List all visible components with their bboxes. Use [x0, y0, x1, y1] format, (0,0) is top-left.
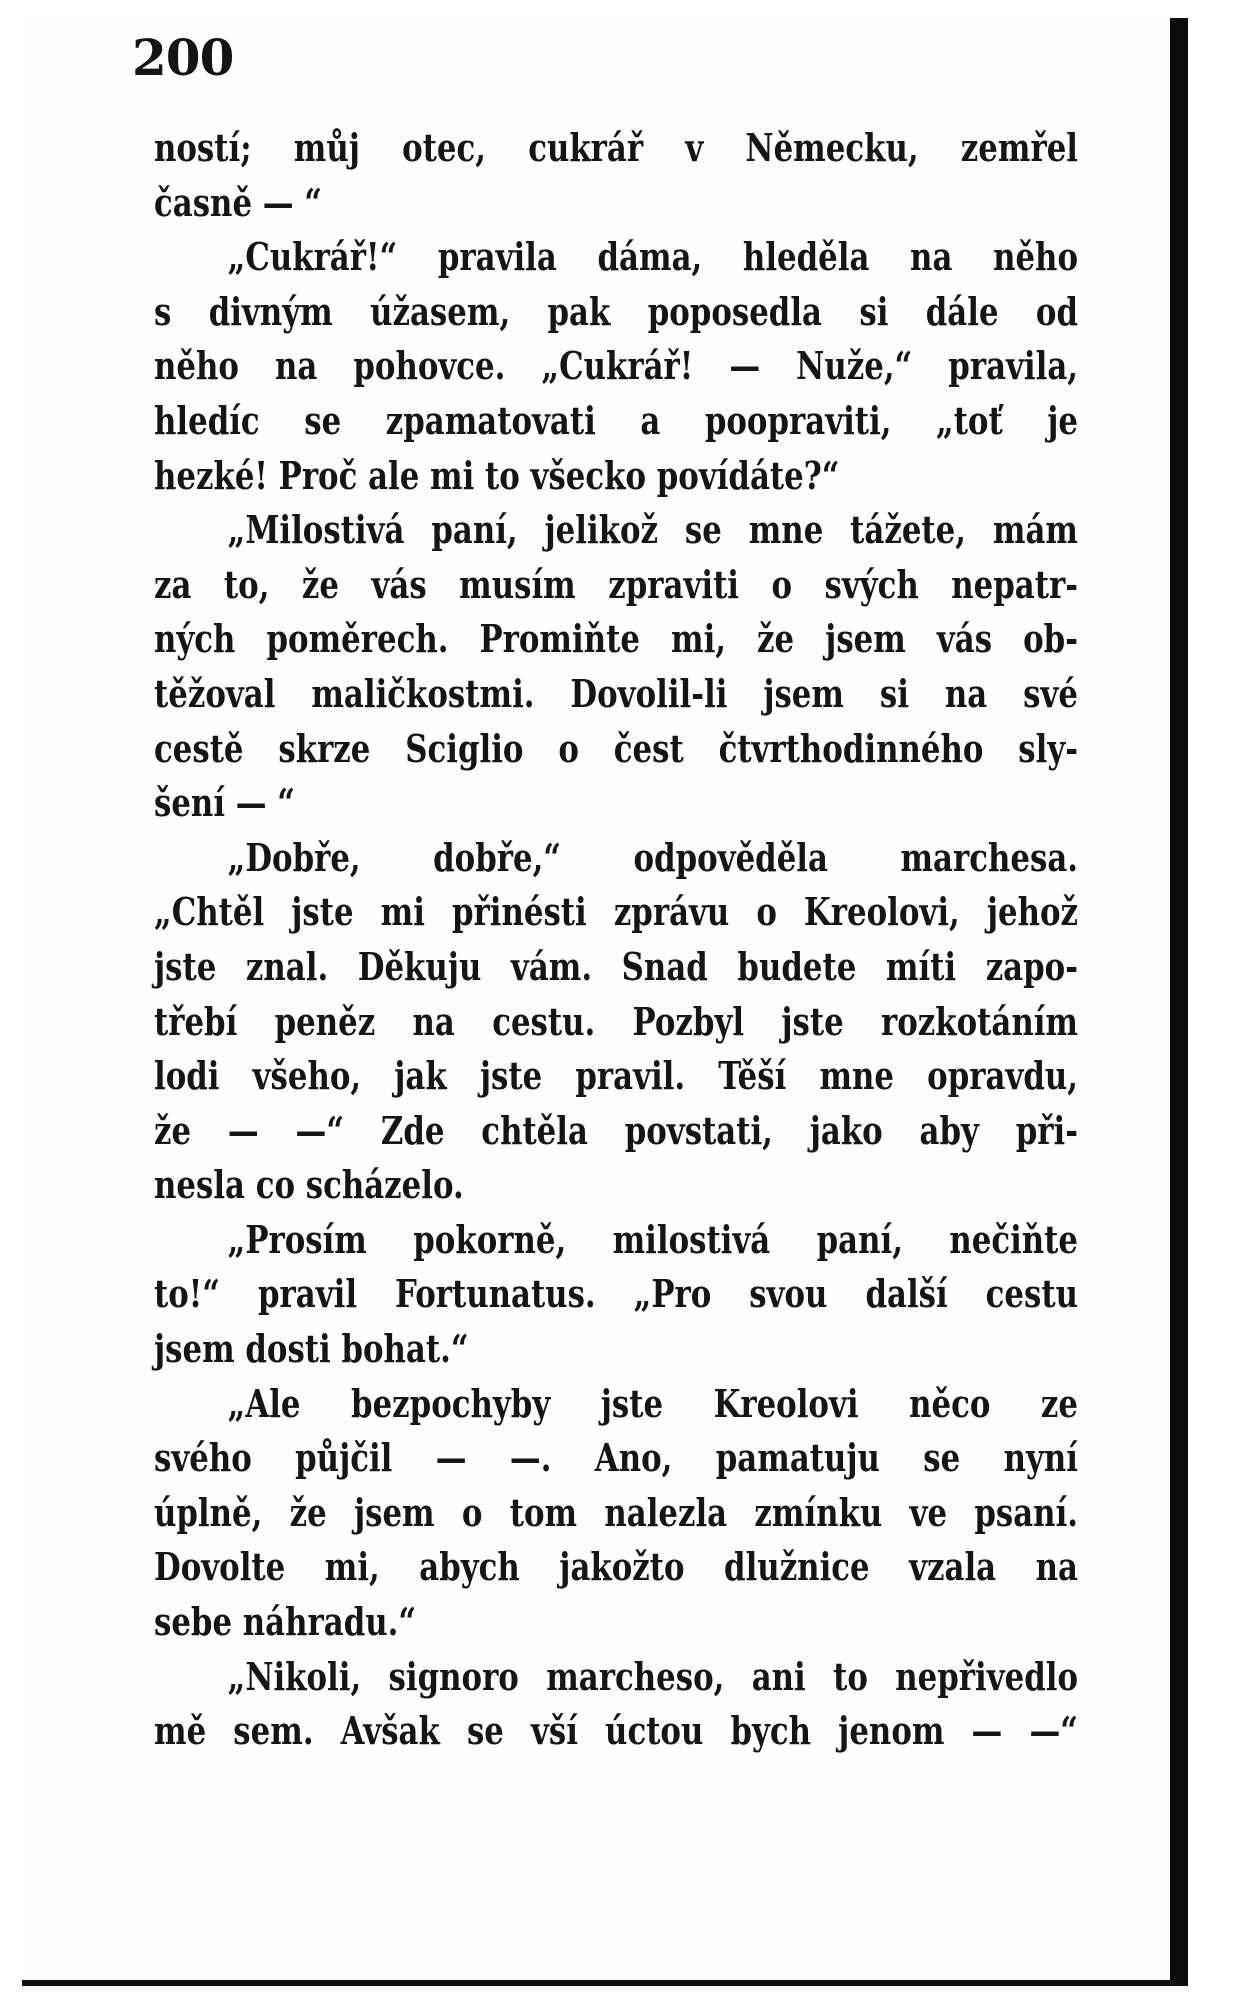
- text-line: „Dobře, dobře,“ odpověděla marchesa.: [227, 835, 1079, 881]
- text-line: jsem dosti bohat.“: [154, 1327, 469, 1373]
- text-line: lodi všeho, jak jste pravil. Těší mne opravdu,: [154, 1054, 1078, 1100]
- text-line: hezké! Proč ale mi to všecko povídáte?“: [154, 453, 840, 499]
- text-line: úplně, že jsem o tom nalezla zmínku ve psaní.: [154, 1490, 1078, 1536]
- text-line: časně — “: [154, 180, 323, 226]
- text-line: „Chtěl jste mi přinésti zprávu o Kreolovi, jehož: [154, 890, 1078, 936]
- text-line: „Nikoli, signoro marcheso, ani to nepřivedlo: [227, 1654, 1079, 1700]
- text-line: to!“ pravil Fortunatus. „Pro svou další cestu: [154, 1272, 1078, 1318]
- text-line: za to, že vás musím zpraviti o svých nepatr-: [154, 562, 1078, 608]
- text-line: ných poměrech. Promiňte mi, že jsem vás ob-: [154, 617, 1078, 663]
- text-line: těžoval maličkostmi. Dovolil-li jsem si na své: [154, 671, 1078, 717]
- text-line: šení — “: [154, 781, 295, 827]
- text-line: cestě skrze Sciglio o čest čtvrthodinného sly-: [154, 726, 1078, 772]
- text-line: mě sem. Avšak se vší úctou bych jenom — —“: [154, 1709, 1078, 1755]
- text-line: Dovolte mi, abych jakožto dlužnice vzala na: [154, 1545, 1078, 1591]
- text-line: hledíc se zpamatovati a poopraviti, „toť je: [154, 398, 1078, 444]
- text-line: sebe náhradu.“: [154, 1600, 417, 1646]
- text-line: něho na pohovce. „Cukrář! — Nuže,“ pravila,: [154, 344, 1078, 390]
- page-number: 200: [132, 28, 234, 87]
- text-line: jste znal. Děkuju vám. Snad budete míti zapo-: [154, 944, 1078, 990]
- text-line: „Cukrář!“ pravila dáma, hleděla na něho: [227, 235, 1079, 281]
- text-line: „Milostivá paní, jelikož se mne tážete, mám: [227, 508, 1079, 554]
- text-line: svého půjčil — —. Ano, pamatuju se nyní: [154, 1436, 1078, 1482]
- text-line: ností; můj otec, cukrář v Německu, zemřel: [154, 126, 1078, 171]
- text-line: že — —“ Zde chtěla povstati, jako aby při-: [154, 1108, 1078, 1154]
- body-text: [154, 122, 1078, 1760]
- text-line: „Ale bezpochyby jste Kreolovi něco ze: [227, 1381, 1079, 1427]
- text-line: s divným úžasem, pak poposedla si dále od: [154, 289, 1078, 335]
- text-line: třebí peněz na cestu. Pozbyl jste rozkotáním: [154, 999, 1078, 1045]
- text-line: nesla co scházelo.: [154, 1163, 464, 1209]
- text-line: „Prosím pokorně, milostivá paní, nečiňte: [227, 1217, 1079, 1263]
